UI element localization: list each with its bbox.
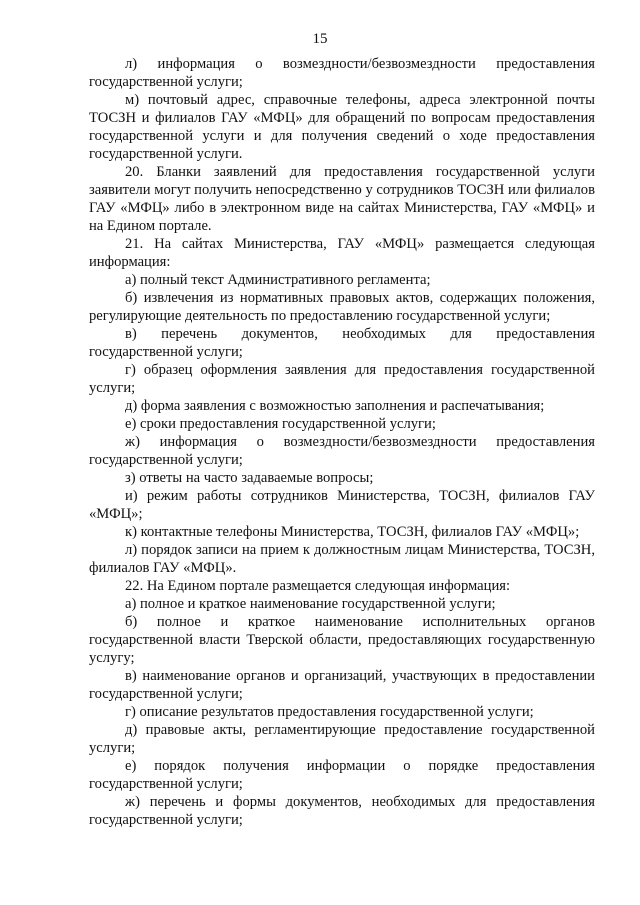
clause-22-item-zh: ж) перечень и формы документов, необходимых для предоставления государственной услуги; [89, 794, 595, 828]
clause-21-item-a: а) полный текст Административного регламента; [125, 272, 431, 288]
item-l-fee-info: л) информация о возмездности/безвозмездности предоставления государственной услуги; [89, 56, 595, 90]
clause-20: 20. Бланки заявлений для предоставления государственной услуги заявители могут получить непосредственно у сотрудников ТОСЗН или филиалов ГАУ «МФЦ» либо в электронном виде на сайтах Министерства, ГАУ «МФЦ» и на Едином портале. [89, 164, 595, 234]
clause-21-item-e: е) сроки предоставления государственной услуги; [125, 416, 436, 432]
clause-22-item-e: е) порядок получения информации о порядке предоставления государственной услуги; [89, 758, 595, 792]
clause-21-item-zh: ж) информация о возмездности/безвозмездности предоставления государственной услуги; [89, 434, 595, 468]
clause-21-item-g: г) образец оформления заявления для предоставления государственной услуги; [89, 362, 595, 396]
clause-21-item-l: л) порядок записи на прием к должностным лицам Министерства, ТОСЗН, филиалов ГАУ «МФЦ». [89, 542, 595, 576]
clause-21-item-z: з) ответы на часто задаваемые вопросы; [125, 470, 374, 486]
item-m-contacts: м) почтовый адрес, справочные телефоны, адреса электронной почты ТОСЗН и филиалов ГАУ «МФЦ» для обращений по вопросам предоставления государственной услуги и для получения сведений о ходе предоставления государственной услуги. [89, 92, 595, 162]
clause-22: 22. На Едином портале размещается следующая информация: [125, 578, 511, 594]
clause-22-item-d: д) правовые акты, регламентирующие предоставление государственной услуги; [89, 722, 595, 756]
clause-21-item-i: и) режим работы сотрудников Министерства, ТОСЗН, филиалов ГАУ «МФЦ»; [89, 488, 595, 522]
clause-21-item-d: д) форма заявления с возможностью заполнения и распечатывания; [125, 398, 545, 414]
clause-22-item-a: а) полное и краткое наименование государственной услуги; [125, 596, 496, 612]
clause-21-item-k: к) контактные телефоны Министерства, ТОСЗН, филиалов ГАУ «МФЦ»; [125, 524, 580, 540]
clause-22-item-b: б) полное и краткое наименование исполнительных органов государственной власти Тверской области, предоставляющих государственную услугу; [89, 614, 595, 666]
document-body [89, 55, 595, 829]
clause-21-item-b: б) извлечения из нормативных правовых актов, содержащих положения, регулирующие деятельность по предоставлению государственной услуги; [89, 290, 595, 324]
clause-22-item-v: в) наименование органов и организаций, участвующих в предоставлении государственной услуги; [89, 668, 595, 702]
page-number: 15 [312, 31, 328, 47]
clause-22-item-g: г) описание результатов предоставления государственной услуги; [125, 704, 534, 720]
clause-21: 21. На сайтах Министерства, ГАУ «МФЦ» размещается следующая информация: [89, 236, 595, 270]
clause-21-item-v: в) перечень документов, необходимых для предоставления государственной услуги; [89, 326, 595, 360]
